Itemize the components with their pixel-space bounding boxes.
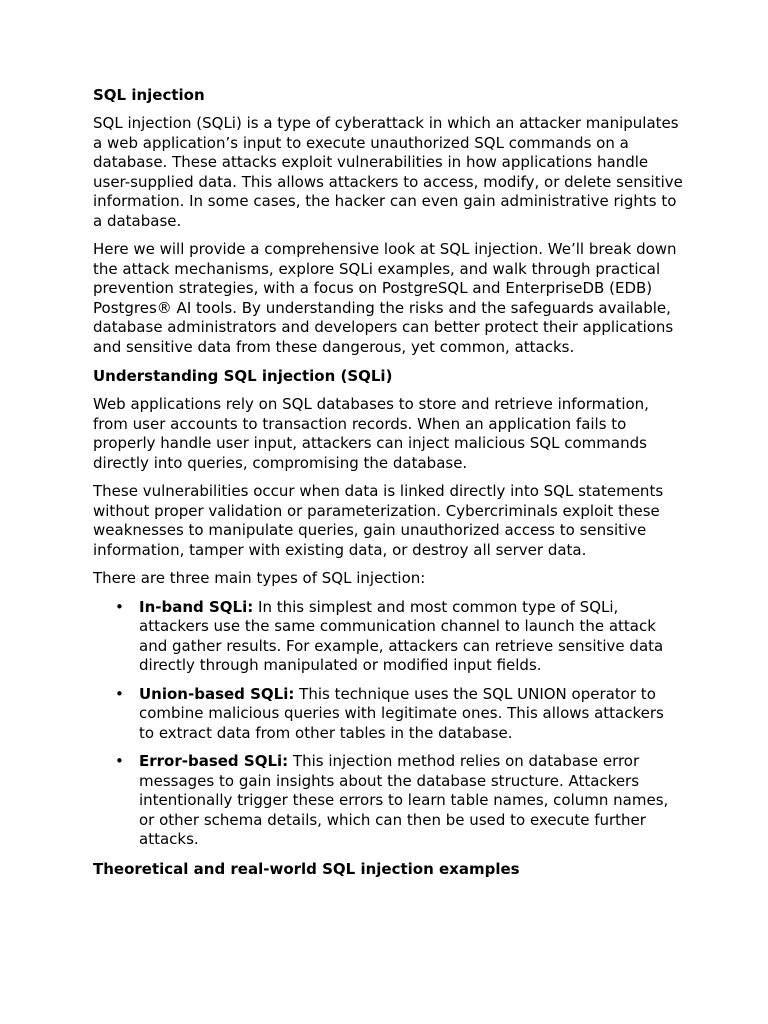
- bullet-icon: •: [115, 752, 124, 770]
- list-item-text: This technique uses the SQL UNION operator to combine malicious queries with legitimate ones. This allows attackers to extract data from other tables in the database.: [139, 684, 664, 742]
- section-heading-understanding: Understanding SQL injection (SQLi): [93, 367, 393, 385]
- bullet-icon: •: [115, 684, 124, 703]
- list-item-text: In this simplest and most common type of SQLi, attackers use the same communication channel to launch the attack and gather results. For example, attackers can retrieve sensitive data directly through manipulated or modified input fields.: [139, 597, 664, 674]
- section1-paragraph-1: Web applications rely on SQL databases to store and retrieve information, from user accounts to transaction records. When an application fails to properly handle user input, attackers can inject malicious SQL commands directly into queries, compromising the database.: [93, 395, 649, 472]
- intro-paragraph-2: Here we will provide a comprehensive look at SQL injection. We’ll break down the attack mechanisms, explore SQLi examples, and walk through practical prevention strategies, with a focus on PostgreSQL and EnterpriseDB (EDB) Postgres® AI tools. By understanding the risks and the safeguards available, database administrators and developers can better protect their applications and sensitive data from these dangerous, yet common, attacks.: [93, 240, 677, 356]
- list-item-term: Error-based SQLi:: [139, 752, 289, 770]
- section-heading-examples: Theoretical and real-world SQL injection examples: [93, 859, 520, 878]
- sqli-types-list: [93, 598, 683, 850]
- bullet-icon: •: [115, 597, 124, 616]
- intro-paragraph-1: SQL injection (SQLi) is a type of cyberattack in which an attacker manipulates a web application’s input to execute unauthorized SQL commands on a database. These attacks exploit vulnerabilities in how applications handle user-supplied data. This allows attackers to access, modify, or delete sensitive information. In some cases, the hacker can even gain administrative rights to a database.: [93, 114, 683, 230]
- list-item-in-band: [93, 598, 683, 676]
- list-item-term: Union-based SQLi:: [139, 684, 295, 703]
- list-item-term: In-band SQLi:: [139, 597, 254, 616]
- section1-paragraph-2: These vulnerabilities occur when data is linked directly into SQL statements without proper validation or parameterization. Cybercriminals exploit these weaknesses to manipulate queries, gain unauthorized access to sensitive information, tamper with existing data, or destroy all server data.: [93, 482, 664, 559]
- document-page: [93, 85, 683, 888]
- section1-paragraph-3: There are three main types of SQL injection:: [93, 569, 426, 587]
- list-item-error-based: [93, 752, 683, 850]
- list-item-text: This injection method relies on database error messages to gain insights about the database structure. Attackers intentionally trigger these errors to learn table names, column names, or other schema details, which can then be used to execute further attacks.: [139, 752, 669, 848]
- list-item-union-based: [93, 685, 683, 744]
- document-title: SQL injection: [93, 86, 205, 104]
